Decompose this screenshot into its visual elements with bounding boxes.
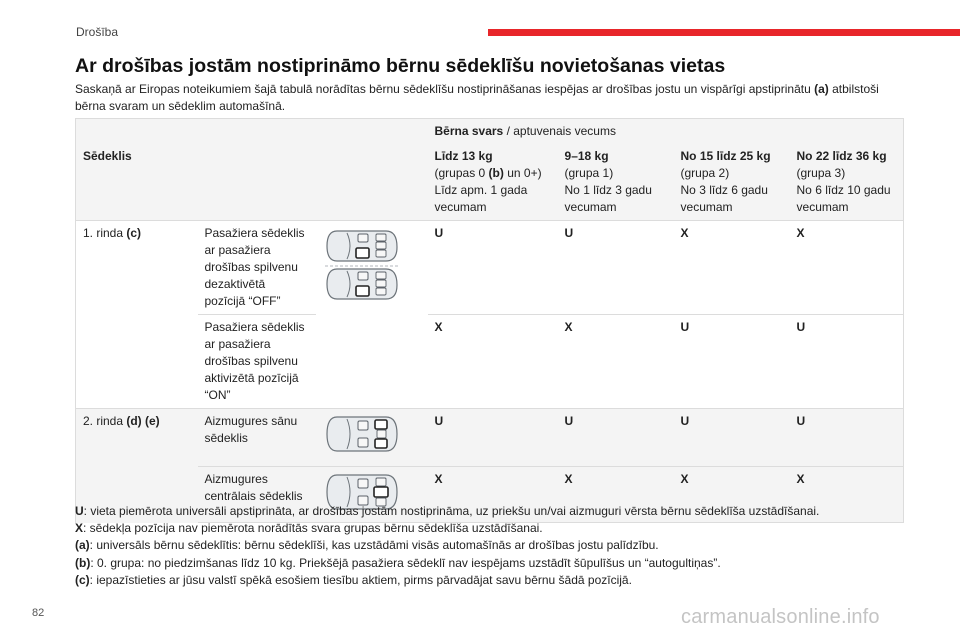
- header-accent-bar: [488, 29, 960, 36]
- row-value-cell: U: [434, 226, 444, 240]
- section-header: Drošība: [76, 25, 119, 39]
- column-header-group-1: 9–18 kg (grupa 1) No 1 līdz 3 gadu vecumam: [558, 144, 674, 221]
- rear-side-seat-diagram: [316, 409, 428, 467]
- note-line: (c): iepazīstieties ar jūsu valstī spēkā esošiem tiesību aktiem, pirms pārvadājat savu bērnu šādā pozīcijā.: [75, 572, 632, 587]
- weight-group-header: Bērna svars / aptuvenais vecums: [428, 119, 904, 145]
- car-top-view-icon: [327, 231, 397, 261]
- car-top-view-icon: [327, 417, 397, 451]
- row-value-cell: X: [790, 221, 904, 315]
- column-header-group-2: No 15 līdz 25 kg (grupa 2) No 3 līdz 6 gadu vecumam: [674, 144, 790, 221]
- column-header-group-0: Līdz 13 kg (grupas 0 (b) un 0+) Līdz apm. 1 gada vecumam: [428, 144, 558, 221]
- row-value-cell: X: [428, 467, 558, 523]
- seat-description: Aizmugures sānu sēdeklis: [198, 409, 316, 467]
- row-value-cell: U: [564, 226, 574, 240]
- row-value-cell: X: [558, 467, 674, 523]
- row-value-cell: U: [428, 409, 558, 467]
- intro-ref: (a): [814, 82, 829, 96]
- row-value-cell: U: [790, 409, 904, 467]
- intro-text-1: Saskaņā ar Eiropas noteikumiem šajā tabulā norādītas bērnu sēdeklīšu nostiprināšanas iespējas ar drošības jostu un vispārīgi apstiprinātu: [75, 82, 815, 96]
- row-value-cell: X: [674, 467, 790, 523]
- front-seat-diagram: [316, 221, 428, 409]
- intro-paragraph: [75, 81, 905, 115]
- row-value-cell: U: [558, 409, 674, 467]
- page-number: 82: [32, 607, 45, 619]
- row-value-cell: X: [428, 315, 558, 409]
- watermark: carmanualsonline.info: [681, 606, 880, 628]
- seat-description: Aizmugures centrālais sēdeklis: [198, 467, 316, 523]
- seat-header: Sēdeklis: [76, 144, 428, 221]
- legend-notes: [75, 503, 915, 589]
- note-line: (a): universāls bērnu sēdeklītis: bērnu sēdeklīši, kas uzstādāmi visās automašīnās ar drošības jostu palīdzību.: [75, 538, 659, 553]
- note-line: (b): 0. grupa: no piedzimšanas līdz 10 kg. Priekšējā pasažiera sēdeklī nav iespējams uzstādīt šūpulīšus un “autogultiņas”.: [75, 555, 721, 570]
- row-label-row-1: 1. rinda (c): [76, 221, 198, 409]
- table-row: [76, 221, 904, 315]
- seat-description: Pasažiera sēdeklis ar pasažiera drošības spilvenu dezaktivētā pozīcijā “OFF”: [204, 226, 305, 308]
- car-top-view-icon: [327, 269, 397, 299]
- row-value-cell: U: [674, 315, 790, 409]
- child-seat-table: [75, 118, 904, 523]
- row-value-cell: U: [674, 409, 790, 467]
- row-value-cell: X: [790, 467, 904, 523]
- row-value-cell: X: [558, 315, 674, 409]
- seat-description: Pasažiera sēdeklis ar pasažiera drošības spilvenu aktivizētā pozīcijā “ON”: [198, 315, 316, 409]
- table-row: [76, 409, 904, 467]
- row-label-row-2: 2. rinda (d) (e): [76, 409, 198, 523]
- note-line: X: sēdekļa pozīcija nav piemērota norādītās svara grupas bērnu sēdeklīša uzstādīšanai.: [75, 521, 543, 536]
- row-value-cell: X: [680, 226, 689, 240]
- column-header-group-3: No 22 līdz 36 kg (grupa 3) No 6 līdz 10 gadu vecumam: [790, 144, 904, 221]
- page-title: Ar drošības jostām nostiprināmo bērnu sēdeklīšu novietošanas vietas: [75, 55, 726, 77]
- row-value-cell: U: [790, 315, 904, 409]
- table-row: [76, 315, 904, 409]
- intro-text-2: atbilstoši bērna svaram un sēdeklim automašīnā.: [75, 82, 879, 113]
- note-line: U: vieta piemērota universāli apstiprināta, ar drošības jostām nostiprināma, uz priekšu un/vai aizmuguri vērsta bērnu sēdeklīša uzstādīšanai.: [75, 504, 820, 518]
